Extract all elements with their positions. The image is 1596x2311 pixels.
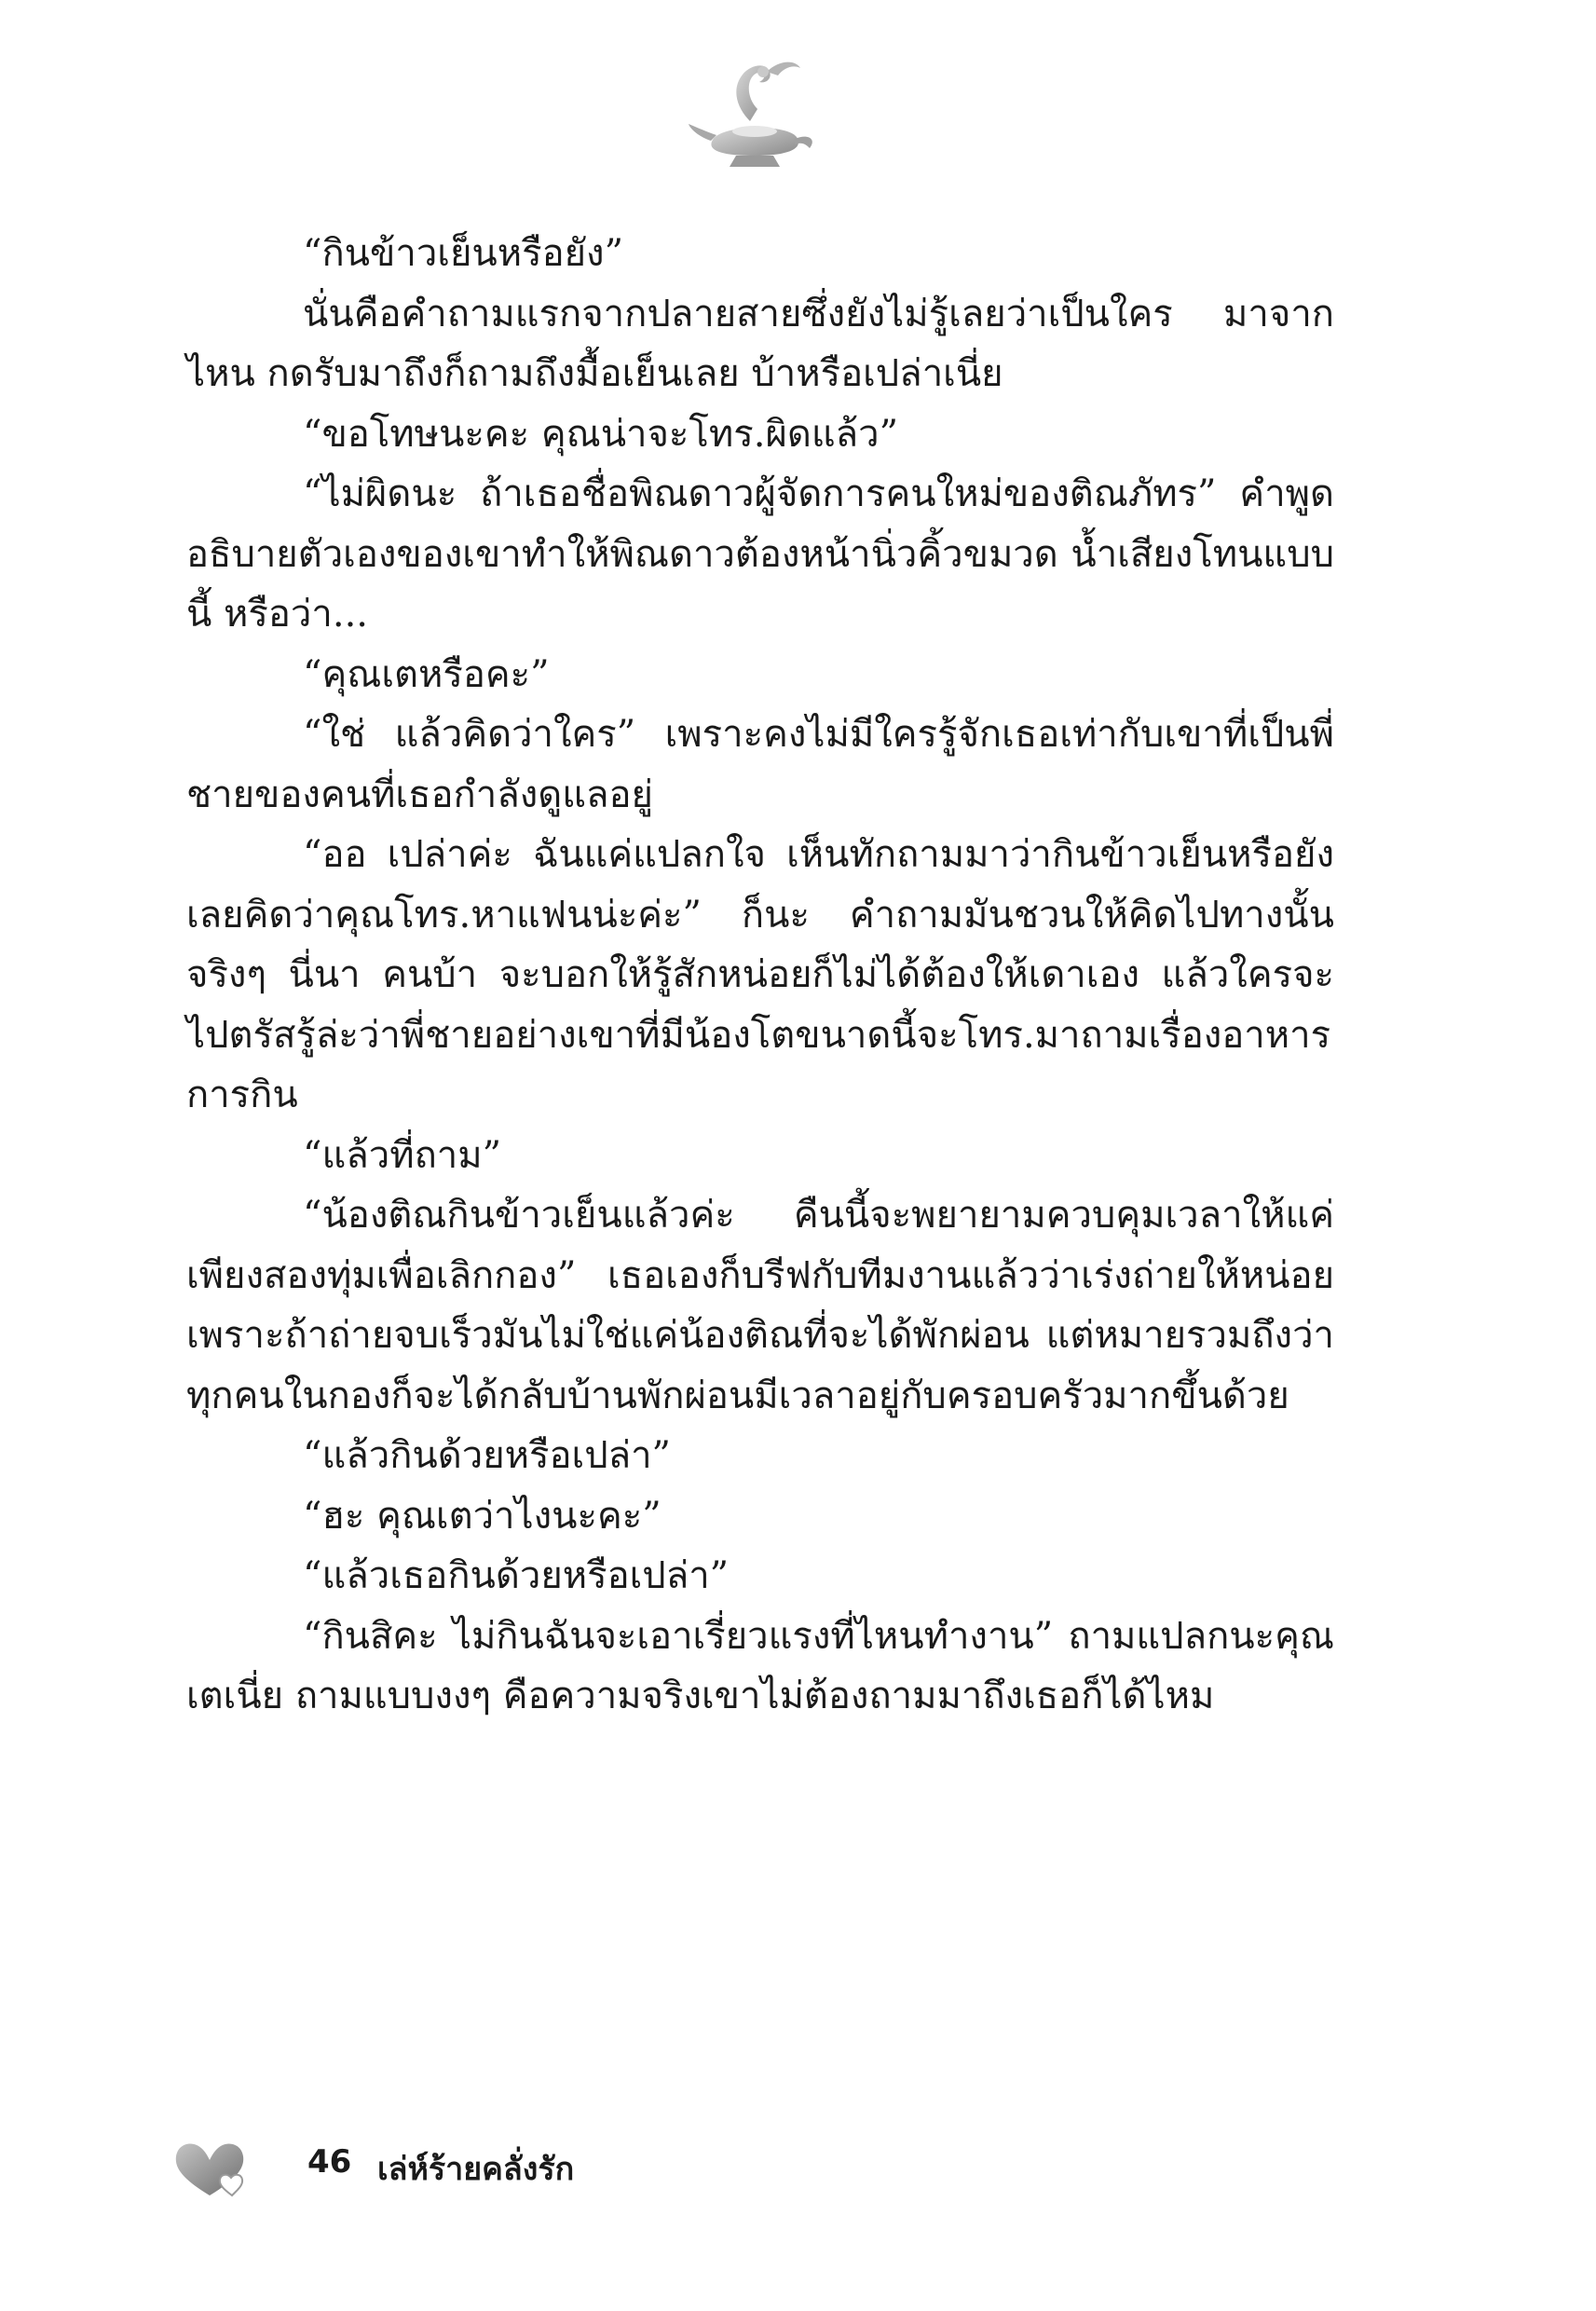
paragraph: “ออ เปล่าค่ะ ฉันแค่แปลกใจ เห็นทักถามมาว่ากินข้าวเย็นหรือยัง เลยคิดว่าคุณโทร.หาแฟนน่ะค่ะ” ก็นะ คำถามมันชวนให้คิดไปทางนั้นจริงๆ นี่นา คนบ้า จะบอกให้รู้สักหน่อยก็ไม่ได้ต้องให้เดาเอง แล้วใครจะไปตรัสรู้ล่ะว่าพี่ชายอย่างเขาที่มีน้องโตขนาดนี้จะโทร.มาถามเรื่องอาหารการกิน — [186, 833, 1334, 1116]
paragraph: “แล้วกินด้วยหรือเปล่า” — [303, 1434, 671, 1477]
story-text — [186, 224, 1334, 1727]
paragraph: “ไม่ผิดนะ ถ้าเธอชื่อพิณดาวผู้จัดการคนใหม่ของติณภัทร” คำพูดอธิบายตัวเองของเขาทำให้พิณดาวต้องหน้านิ่วคิ้วขมวด น้ำเสียงโทนแบบนี้ หรือว่า... — [186, 472, 1334, 636]
paragraph: “ใช่ แล้วคิดว่าใคร” เพราะคงไม่มีใครรู้จักเธอเท่ากับเขาที่เป็นพี่ชายของคนที่เธอกำลังดูแลอยู่ — [186, 713, 1334, 816]
paragraph: “กินข้าวเย็นหรือยัง” — [303, 232, 624, 275]
paragraph: “ขอโทษนะคะ คุณน่าจะโทร.ผิดแล้ว” — [303, 412, 899, 456]
paragraph: “คุณเตหรือคะ” — [303, 652, 550, 696]
genie-lamp-icon — [685, 51, 825, 177]
book-title: เล่ห์ร้ายคลั่งรัก — [377, 2151, 575, 2188]
paragraph: “ฮะ คุณเตว่าไงนะคะ” — [303, 1494, 662, 1538]
paragraph: “แล้วเธอกินด้วยหรือเปล่า” — [303, 1554, 730, 1597]
page-footer — [172, 2134, 825, 2208]
page-number: 46 — [307, 2143, 352, 2181]
paragraph: นั่นคือคำถามแรกจากปลายสายซึ่งยังไม่รู้เลยว่าเป็นใคร มาจากไหน กดรับมาถึงก็ถามถึงมื้อเย็นเลย บ้าหรือเปล่าเนี่ย — [186, 292, 1334, 395]
paragraph: “แล้วที่ถาม” — [303, 1133, 502, 1177]
hearts-icon — [172, 2134, 256, 2201]
paragraph: “น้องติณกินข้าวเย็นแล้วค่ะ คืนนี้จะพยายามควบคุมเวลาให้แค่เพียงสองทุ่มเพื่อเลิกกอง” เธอเองก็บรีฟกับทีมงานแล้วว่าเร่งถ่ายให้หน่อย เพราะถ้าถ่ายจบเร็วมันไม่ใช่แค่น้องติณที่จะได้พักผ่อน แต่หมายรวมถึงว่าทุกคนในกองก็จะได้กลับบ้านพักผ่อนมีเวลาอยู่กับครอบครัวมากขึ้นด้วย — [186, 1194, 1334, 1417]
paragraph: “กินสิคะ ไม่กินฉันจะเอาเรี่ยวแรงที่ไหนทำงาน” ถามแปลกนะคุณเตเนี่ย ถามแบบงงๆ คือความจริงเขาไม่ต้องถามมาถึงเธอก็ได้ไหม — [186, 1614, 1334, 1717]
